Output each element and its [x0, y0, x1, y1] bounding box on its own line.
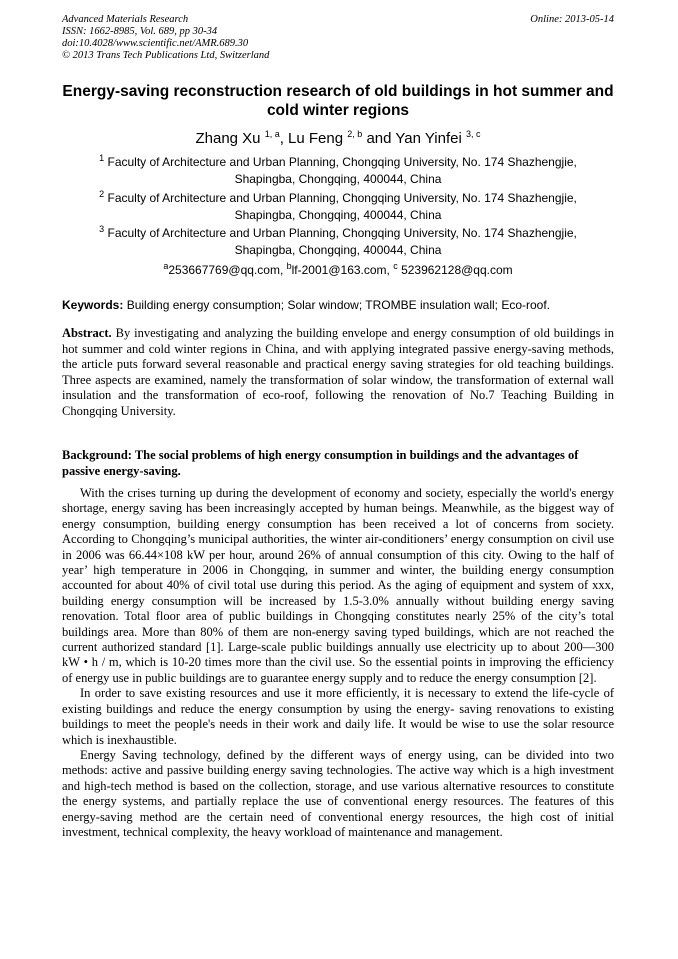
email-line	[62, 262, 614, 278]
affiliation-3	[82, 225, 594, 258]
paper-title: Energy-saving reconstruction research of old buildings in hot summer and cold winter regions	[62, 83, 614, 119]
affiliation-text: Faculty of Architecture and Urban Planning, Chongqing University, No. 174 Shazhengjie, Shapingba, Chongqing, 400044, China	[107, 191, 577, 222]
copyright-line: © 2013 Trans Tech Publications Ltd, Switzerland	[62, 50, 270, 61]
email-address[interactable]: 523962128@qq.com	[401, 263, 513, 277]
online-date: Online: 2013-05-14	[530, 14, 614, 25]
affiliation-2	[82, 190, 594, 223]
affiliation-text: Faculty of Architecture and Urban Planning, Chongqing University, No. 174 Shazhengjie, Shapingba, Chongqing, 400044, China	[107, 155, 577, 186]
keywords-section	[62, 297, 614, 313]
author-sup: 2, b	[347, 129, 363, 139]
author-sup: 3, c	[466, 129, 481, 139]
email-separator: ,	[386, 263, 394, 277]
doi-line: doi:10.4028/www.scientific.net/AMR.689.30	[62, 38, 249, 49]
journal-name: Advanced Materials Research	[62, 14, 189, 25]
section-heading: Background: The social problems of high energy consumption in buildings and the advantages of passive energy-saving.	[62, 448, 579, 478]
author-separator: ,	[279, 130, 289, 147]
affiliation-1	[82, 154, 594, 187]
author-name: Lu Feng	[288, 130, 344, 147]
keywords-text: Building energy consumption; Solar window; TROMBE insulation wall; Eco-roof.	[126, 298, 551, 312]
email-address[interactable]: lf-2001@163.com	[291, 263, 387, 277]
abstract-section	[62, 326, 614, 419]
author-separator: and	[366, 130, 396, 147]
email-separator: ,	[279, 263, 287, 277]
affiliation-sup: 2	[99, 189, 105, 199]
keywords-label: Keywords:	[62, 298, 124, 312]
abstract-text: By investigating and analyzing the building envelope and energy consumption of old buildings in hot summer and cold winter regions in China, and with applying integrated passive energy-saving methods, the article puts forward several reasonable and practical energy saving strategies for old teaching buildings. Three aspects are examined, namely the transformation of solar window, the transformation of external wall insulation and the transformation of eco-roof, following the renovation of No.7 Teaching Building in Chongqing University.	[62, 326, 614, 418]
body-text	[62, 486, 614, 840]
email-sup: b	[286, 261, 292, 271]
journal-header	[62, 14, 614, 62]
paragraph: In order to save existing resources and use it more efficiently, it is necessary to extend the life-cycle of existing buildings and reduce the energy consumption by using the energy- saving renovations to existing buildings to meet the people's needs in their work and daily life. It would be wise to use the solar resource which is inexhaustible.	[62, 686, 614, 747]
author-name: Yan Yinfei	[395, 130, 462, 147]
author-name: Zhang Xu	[195, 130, 261, 147]
email-sup: a	[163, 261, 169, 271]
paragraph: Energy Saving technology, defined by the different ways of energy using, can be divided into two methods: active and passive building energy saving technologies. The active way which is a high investment and high-tech method is based on the collection, storage, and use various alternative resources to constitute the energy systems, and partially replace the use of conventional energy resources. The features of this energy-saving method are the certain need of conventional energy resources, the high cost of initial investment, technical complexity, the heavy workload of maintenance and management.	[62, 747, 614, 839]
author-sup: 1, a	[264, 129, 280, 139]
affiliation-sup: 1	[99, 153, 105, 163]
email-address[interactable]: 253667769@qq.com	[168, 263, 280, 277]
author-line	[62, 129, 614, 149]
affiliation-sup: 3	[99, 224, 105, 234]
affiliation-text: Faculty of Architecture and Urban Planning, Chongqing University, No. 174 Shazhengjie, Shapingba, Chongqing, 400044, China	[107, 226, 577, 257]
email-sup: c	[393, 261, 398, 271]
issn-line: ISSN: 1662-8985, Vol. 689, pp 30-34	[62, 26, 218, 37]
paragraph: With the crises turning up during the development of economy and society, especially the world's energy shortage, energy saving has been increasingly accepted by human beings. Meanwhile, as the biggest way of energy consumption, building energy consumption has been received a lot of concerns from society. According to Chongqing’s municipal authorities, the winter air-conditioners’ energy consumption on civil use in 2006 was 66.44×108 kW per hour, around 26% of annual consumption of this city. Owing to the half of year’ high temperature in 2006 in Chongqing, in summer and winter, the building energy consumption accounted for about 40% of civil total use during this period. As the aging of equipment and system of xxx, building energy consumption will be increased by 1.5-3.0% annually without building energy saving renovation. Total floor area of public buildings in Chongqing constitutes nearly 25% of the city’s total buildings area. More than 80% of them are non-energy saving typed buildings, which are not reached the current authorized standard [1]. Large-scale public buildings annually use electricity up to about 200—300 kW • h / m, which is 10-20 times more than the civil use. So the essential points in improving the efficiency of energy use in public buildings are to guarantee energy supply and to reduce the energy consumption [2].	[62, 486, 614, 685]
abstract-label: Abstract.	[62, 326, 112, 340]
